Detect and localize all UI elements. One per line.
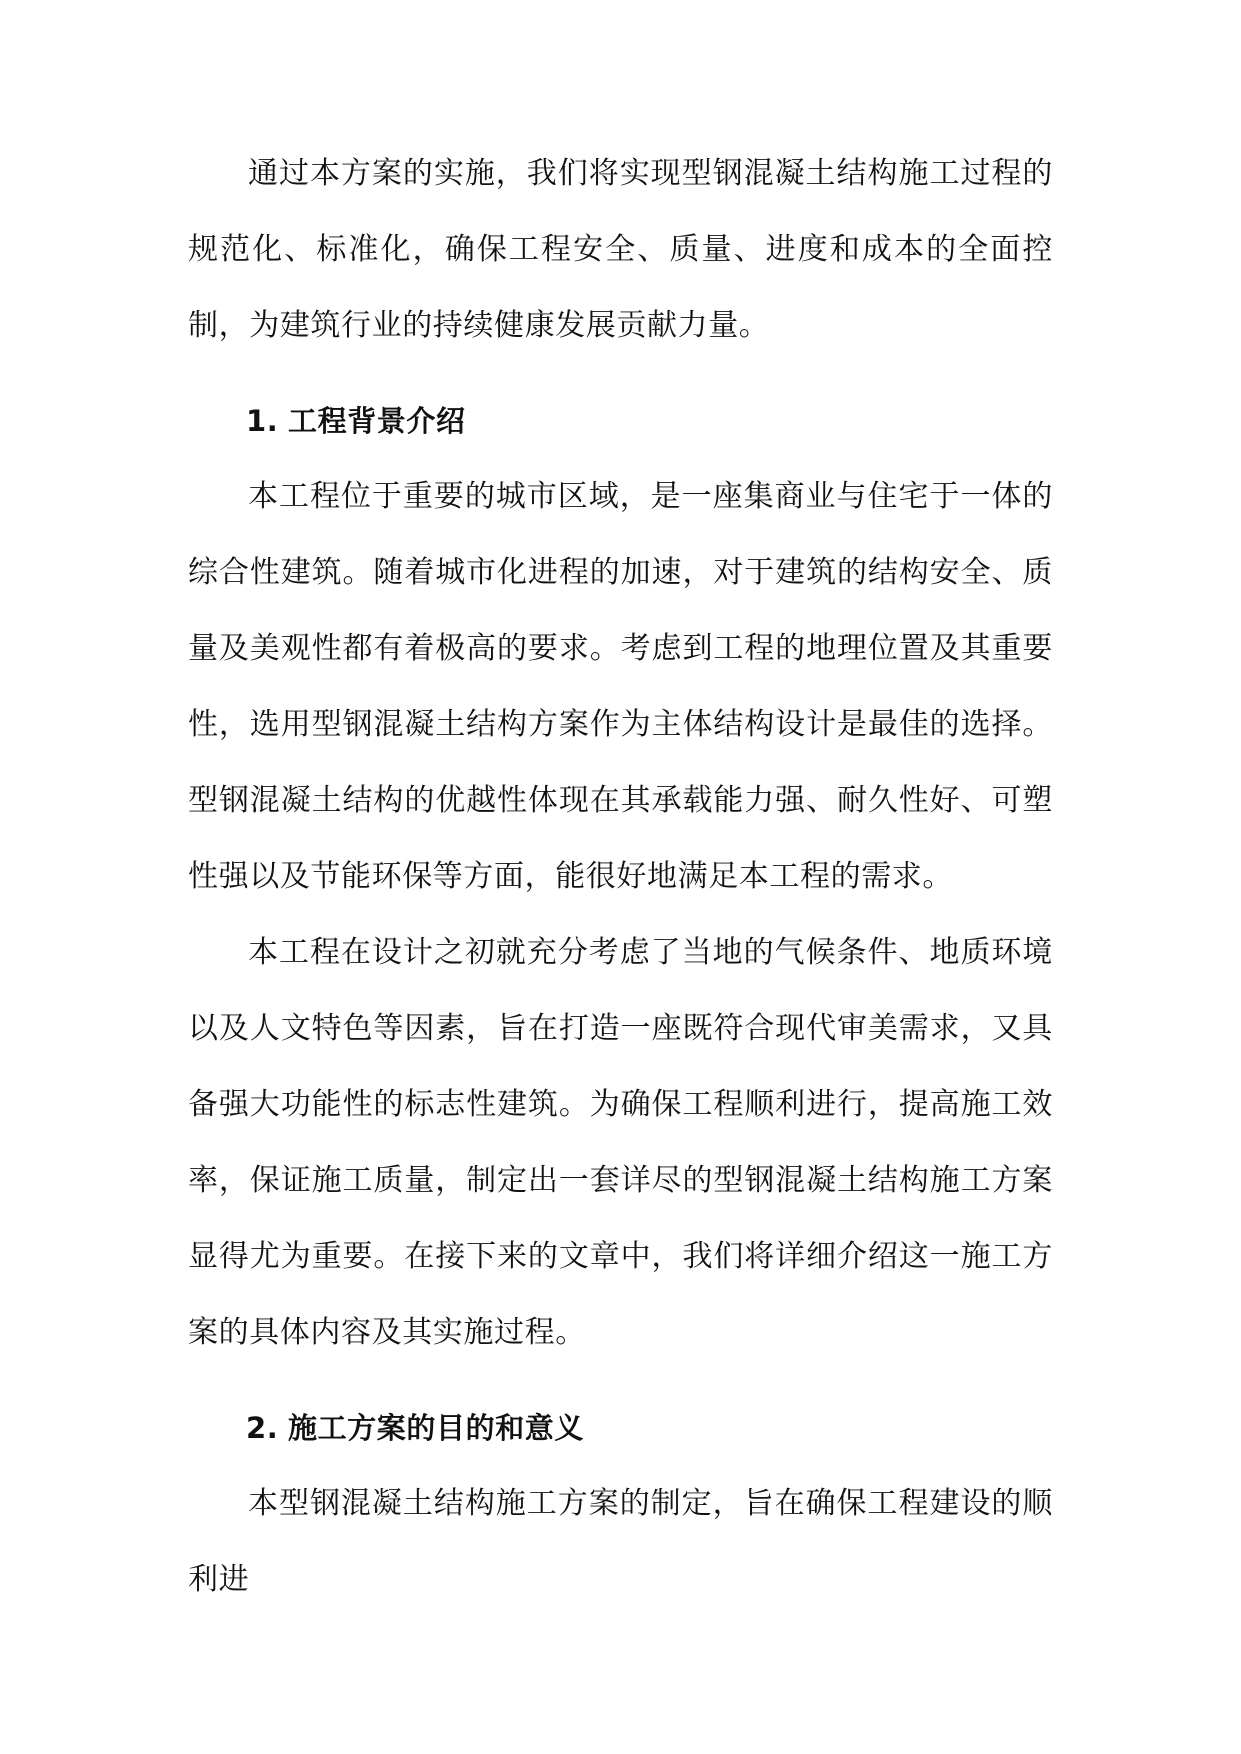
section-heading-2: [188, 1390, 1053, 1466]
section-title-1: 工程背景介绍: [288, 404, 466, 438]
section-number-1: 1.: [246, 404, 279, 438]
section-2-paragraph-1: 本型钢混凝土结构施工方案的制定，旨在确保工程建设的顺利进: [188, 1486, 1053, 1597]
section-heading-1: [188, 383, 1053, 459]
document-body: [188, 136, 1053, 1618]
intro-paragraph: 通过本方案的实施，我们将实现型钢混凝土结构施工过程的规范化、标准化，确保工程安全、质量、进度和成本的全面控制，为建筑行业的持续健康发展贡献力量。: [188, 156, 1053, 343]
section-number-2: 2.: [246, 1411, 279, 1445]
section-title-2: 施工方案的目的和意义: [288, 1411, 585, 1445]
section-1-paragraph-2: 本工程在设计之初就充分考虑了当地的气候条件、地质环境以及人文特色等因素，旨在打造一座既符合现代审美需求，又具备强大功能性的标志性建筑。为确保工程顺利进行，提高施工效率，保证施工质量，制定出一套详尽的型钢混凝土结构施工方案显得尤为重要。在接下来的文章中，我们将详细介绍这一施工方案的具体内容及其实施过程。: [188, 935, 1053, 1350]
section-1-paragraph-1: 本工程位于重要的城市区域，是一座集商业与住宅于一体的综合性建筑。随着城市化进程的加速，对于建筑的结构安全、质量及美观性都有着极高的要求。考虑到工程的地理位置及其重要性，选用型钢混凝土结构方案作为主体结构设计是最佳的选择。型钢混凝土结构的优越性体现在其承载能力强、耐久性好、可塑性强以及节能环保等方面，能很好地满足本工程的需求。: [188, 479, 1053, 894]
